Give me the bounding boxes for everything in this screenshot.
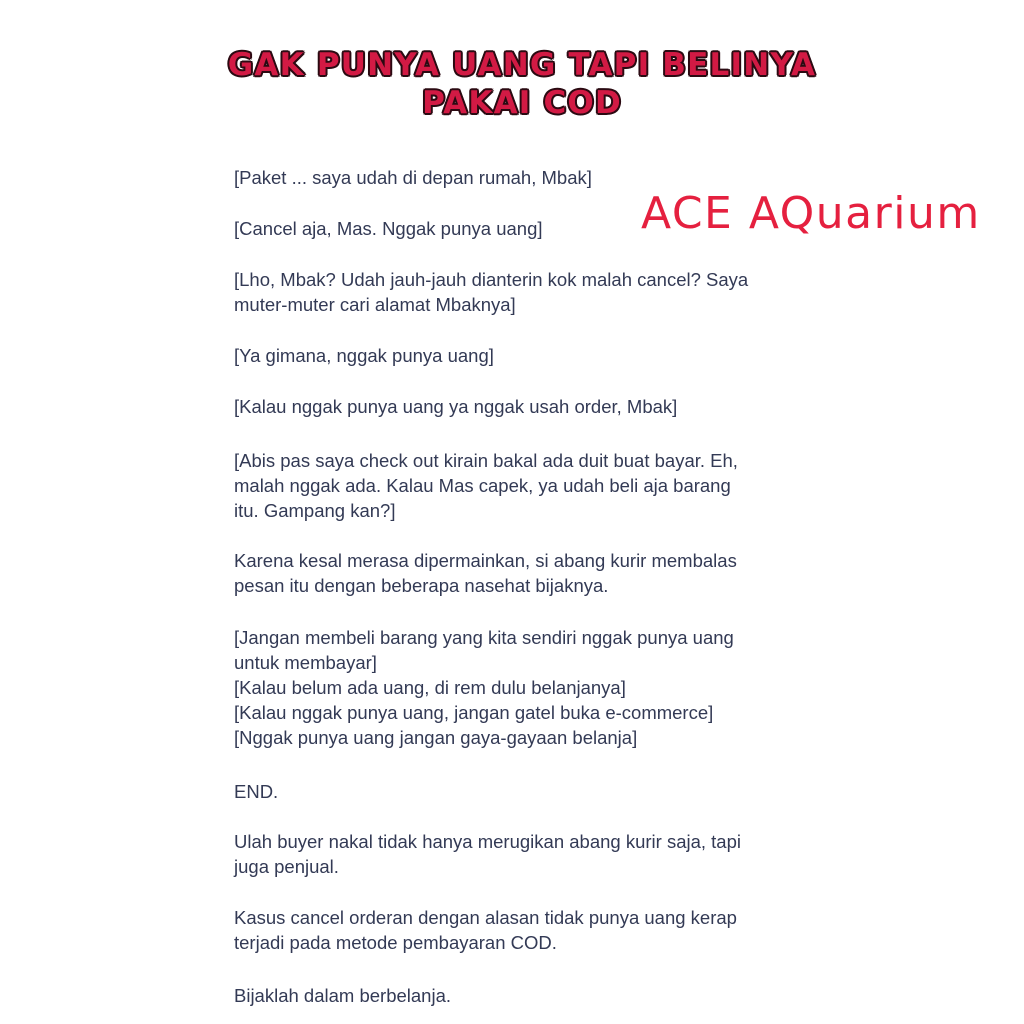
paragraph-3 (234, 267, 748, 317)
paragraph-line: Ulah buyer nakal tidak hanya merugikan abang kurir saja, tapi (234, 831, 741, 852)
paragraph-line: [Kalau nggak punya uang, jangan gatel buka e-commerce] (234, 702, 714, 723)
paragraph-line: Kasus cancel orderan dengan alasan tidak punya uang kerap (234, 907, 737, 928)
paragraph-line: muter-muter cari alamat Mbaknya] (234, 294, 516, 315)
paragraph-2 (234, 216, 543, 241)
paragraph-9 (234, 779, 278, 804)
paragraph-line: terjadi pada metode pembayaran COD. (234, 932, 557, 953)
paragraph-12 (234, 983, 451, 1008)
paragraph-line: END. (234, 781, 279, 802)
paragraph-line: pesan itu dengan beberapa nasehat bijaknya. (234, 575, 609, 596)
paragraph-line: [Paket ... saya udah di depan rumah, Mbak] (234, 167, 592, 188)
paragraph-line: itu. Gampang kan?] (234, 500, 396, 521)
paragraph-line: Karena kesal merasa dipermainkan, si abang kurir membalas (234, 550, 737, 571)
paragraph-8 (234, 625, 734, 750)
paragraph-11 (234, 905, 737, 955)
paragraph-line: malah nggak ada. Kalau Mas capek, ya udah beli aja barang (234, 475, 731, 496)
title-line-2: PAKAI COD (422, 85, 622, 121)
paragraph-line: [Abis pas saya check out kirain bakal ada duit buat bayar. Eh, (234, 450, 738, 471)
paragraph-4 (234, 343, 494, 368)
paragraph-line: juga penjual. (234, 856, 339, 877)
paragraph-line: [Nggak punya uang jangan gaya-gayaan belanja] (234, 727, 638, 748)
paragraph-line: [Cancel aja, Mas. Nggak punya uang] (234, 218, 543, 239)
paragraph-line: [Ya gimana, nggak punya uang] (234, 345, 494, 366)
paragraph-line: [Kalau nggak punya uang ya nggak usah order, Mbak] (234, 396, 678, 417)
paragraph-1 (234, 165, 592, 190)
paragraph-7 (234, 548, 737, 598)
page-title (0, 46, 1024, 122)
paragraph-6 (234, 448, 738, 523)
watermark-logo: ACE AQuarium (641, 188, 981, 239)
paragraph-line: Bijaklah dalam berbelanja. (234, 985, 451, 1006)
paragraph-line: untuk membayar] (234, 652, 377, 673)
paragraph-10 (234, 829, 741, 879)
paragraph-5 (234, 394, 677, 419)
title-line-1: GAK PUNYA UANG TAPI BELINYA (227, 47, 817, 83)
paragraph-line: [Kalau belum ada uang, di rem dulu belanjanya] (234, 677, 626, 698)
paragraph-line: [Lho, Mbak? Udah jauh-jauh dianterin kok malah cancel? Saya (234, 269, 749, 290)
paragraph-line: [Jangan membeli barang yang kita sendiri nggak punya uang (234, 627, 734, 648)
